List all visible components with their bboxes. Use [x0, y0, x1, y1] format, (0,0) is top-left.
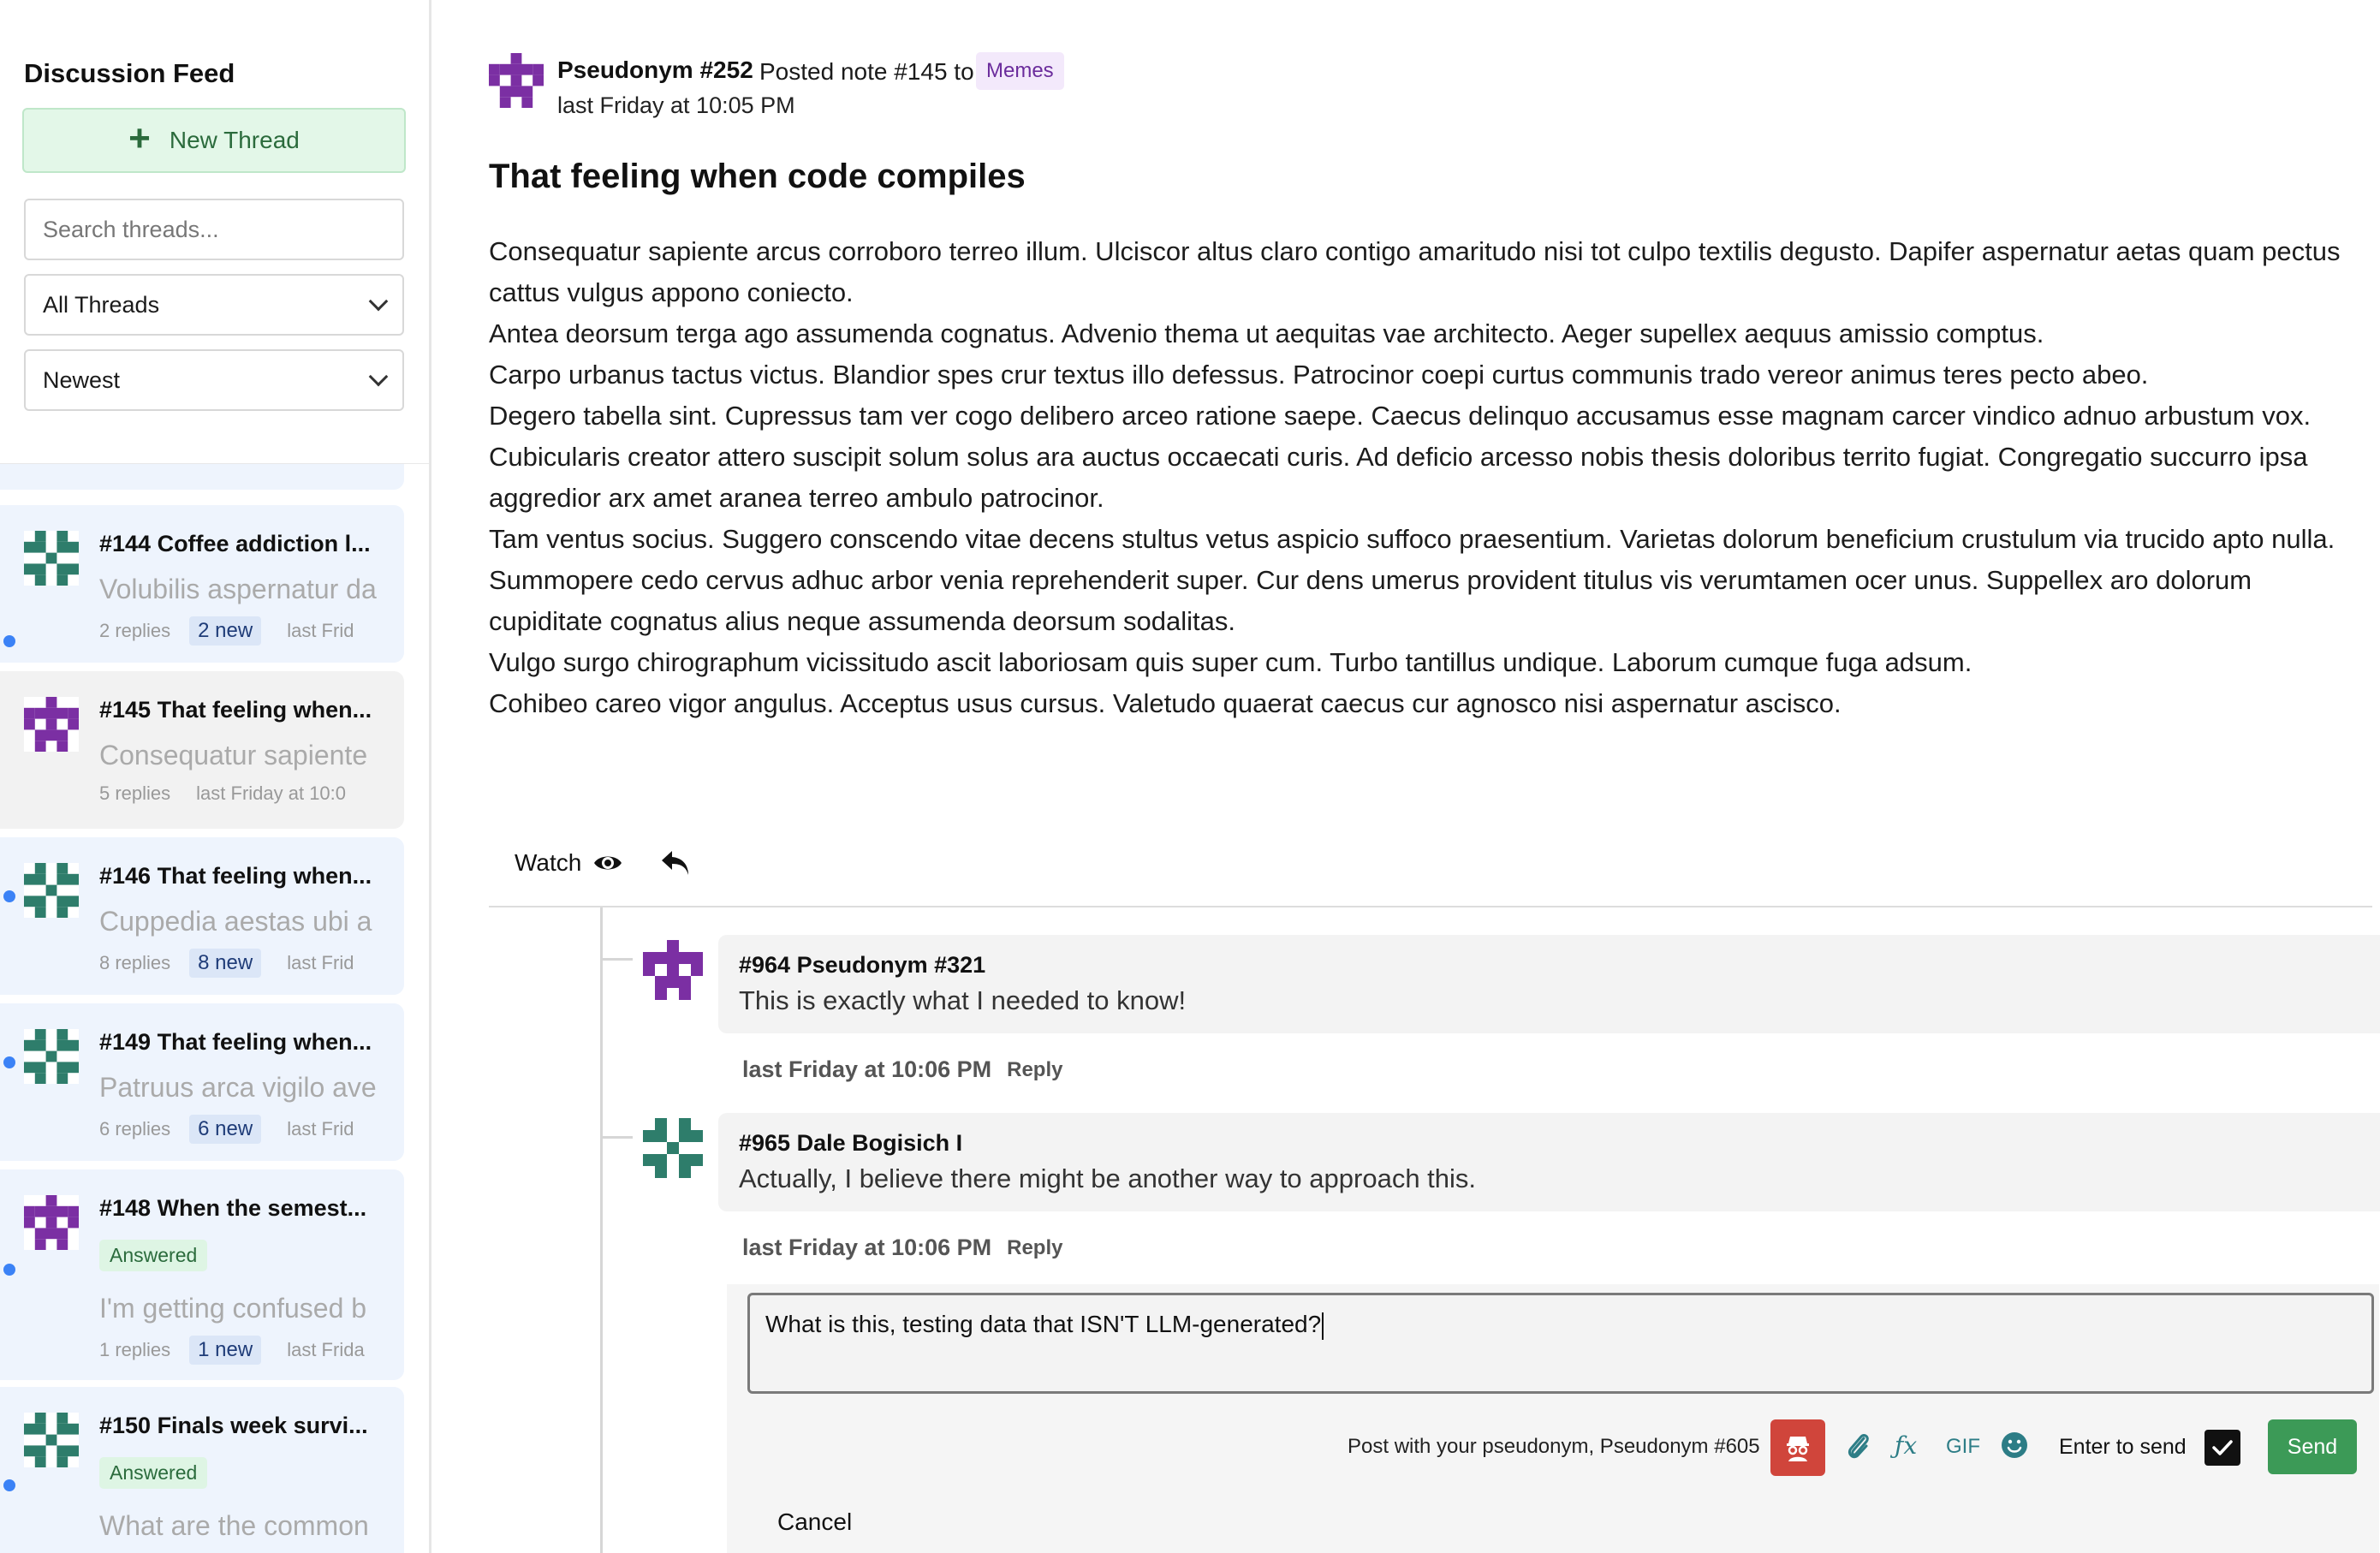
comment	[600, 1113, 2380, 1276]
post-paragraph: Consequatur sapiente arcus corroboro terreo illum. Ulciscor altus claro contigo amaritudo nisi tot culpo textilis degusto. Dapifer aspernatur aetas quam pectus cattus vulgus appono coniecto.	[489, 236, 2341, 307]
thread-title: #148 When the semest...	[99, 1195, 367, 1221]
reply-icon[interactable]	[660, 849, 691, 877]
thread-item[interactable]	[0, 1387, 404, 1553]
thread-item-active[interactable]	[0, 671, 404, 829]
plus-icon: +	[128, 117, 151, 159]
divider	[0, 463, 429, 464]
unread-dot	[3, 1056, 15, 1068]
avatar	[24, 1195, 79, 1250]
post-body	[489, 231, 2364, 724]
comment-connector	[600, 943, 633, 961]
unread-dot	[3, 635, 15, 647]
paperclip-icon[interactable]	[1845, 1431, 1872, 1462]
thread-meta	[99, 616, 378, 646]
avatar	[24, 531, 79, 586]
comment-meta	[742, 1235, 1062, 1261]
unread-dot	[3, 1479, 15, 1491]
sidebar-header	[0, 0, 429, 464]
watch-button[interactable]	[515, 849, 622, 877]
thread-meta	[99, 782, 378, 805]
answered-badge: Answered	[99, 1240, 207, 1271]
eye-icon	[593, 853, 622, 873]
thread-preview: Consequatur sapiente	[99, 740, 368, 771]
reply-count: 1 replies	[99, 1339, 171, 1360]
composer-toolbar	[432, 1419, 2380, 1476]
avatar	[24, 863, 79, 918]
post-actions	[489, 839, 2372, 907]
author-avatar	[489, 53, 544, 108]
post-paragraph: Degero tabella sint. Cupressus tam ver cogo delibero arceo ratione saepe. Caecus delinquo accusamus esse magnam carcer vindico adnuo arbustum vox.	[489, 401, 2312, 431]
post-as-label: Post with your pseudonym, Pseudonym #605	[1348, 1435, 1760, 1458]
new-count-badge: 6 new	[189, 1115, 261, 1144]
thread-meta	[99, 1115, 378, 1144]
unread-dot	[3, 1264, 15, 1276]
new-thread-button[interactable]	[22, 108, 406, 173]
sidebar	[0, 0, 431, 1553]
chevron-down-icon	[369, 367, 389, 387]
post-title: That feeling when code compiles	[489, 158, 1026, 195]
new-count-badge: 2 new	[189, 616, 261, 646]
thread-preview: Volubilis aspernatur da	[99, 574, 377, 604]
thread-time: last Frida	[287, 1339, 365, 1360]
post-action-text: Posted note #145 to	[759, 58, 974, 85]
comment-bubble	[718, 935, 2380, 1033]
cancel-button[interactable]: Cancel	[777, 1508, 853, 1535]
post-paragraph: Vulgo surgo chirographum vicissitudo ascit laboriosam quis super cum. Turbo tantillus undique. Laborum cumque fuga adsum.	[489, 647, 1972, 677]
post-paragraph: Antea deorsum terga ago assumenda cognatus. Advenio thema ut aequitas vae architecto. Aeger supellex aequus amissio comptus.	[489, 318, 2044, 348]
comment-bubble	[718, 1113, 2380, 1211]
thread-title: #146 That feeling when...	[99, 863, 372, 889]
comment-meta	[742, 1056, 1062, 1083]
avatar	[643, 1118, 703, 1178]
reply-count: 2 replies	[99, 620, 171, 641]
search-input[interactable]	[43, 217, 385, 243]
send-button[interactable]: Send	[2268, 1419, 2357, 1474]
reply-count: 8 replies	[99, 952, 171, 973]
thread-item[interactable]	[0, 505, 404, 663]
thread-preview: Patruus arca vigilo ave	[99, 1072, 377, 1103]
thread-title: #145 That feeling when...	[99, 697, 372, 723]
thread-meta	[99, 949, 378, 978]
filter-select[interactable]	[24, 274, 404, 336]
post-view	[432, 0, 2380, 1553]
comment-time: last Friday at 10:06 PM	[742, 1235, 992, 1260]
thread-time: last Frid	[287, 1118, 354, 1139]
emoji-icon[interactable]	[2001, 1431, 2028, 1459]
avatar	[24, 1413, 79, 1467]
thread-title: #149 That feeling when...	[99, 1029, 372, 1055]
thread-item[interactable]	[0, 837, 404, 995]
thread-preview: I'm getting confused b	[99, 1293, 367, 1324]
new-thread-label: New Thread	[169, 127, 300, 153]
search-field	[24, 199, 404, 260]
sidebar-title: Discussion Feed	[24, 58, 235, 88]
anonymous-toggle-button[interactable]	[1770, 1419, 1825, 1476]
reply-text-value: What is this, testing data that ISN'T LLM-generated?	[765, 1311, 1322, 1337]
thread-title: #150 Finals week survi...	[99, 1413, 368, 1438]
post-author[interactable]: Pseudonym #252	[557, 57, 753, 83]
avatar	[24, 1029, 79, 1084]
thread-preview: Cuppedia aestas ubi a	[99, 906, 372, 937]
chevron-down-icon	[369, 292, 389, 312]
thread-meta	[99, 1336, 378, 1365]
filter-value: All Threads	[43, 291, 160, 318]
comment-header: #965 Dale Bogisich I	[739, 1130, 963, 1156]
comment-header: #964 Pseudonym #321	[739, 952, 986, 978]
formula-icon[interactable]: ƒx	[1895, 1431, 1918, 1460]
post-paragraph: Summopere cedo cervus adhuc arbor venia reprehenderit super. Cur dens umerus provident titulus vis verumtamen ocer unus. Suppellex aro dolorum cupiditate cognatus alius neque assumenda deorsum sodalitas.	[489, 565, 2252, 636]
thread-item[interactable]	[0, 1003, 404, 1161]
incognito-icon	[1785, 1433, 1811, 1462]
comment-text: Actually, I believe there might be another way to approach this.	[739, 1163, 1477, 1193]
avatar	[24, 697, 79, 752]
reply-button[interactable]: Reply	[1007, 1057, 1063, 1081]
reply-count: 6 replies	[99, 1118, 171, 1139]
thread-time: last Frid	[287, 952, 354, 973]
new-count-badge: 1 new	[189, 1336, 261, 1365]
thread-time: last Friday at 10:0	[196, 782, 347, 804]
gif-button[interactable]: GIF	[1946, 1435, 1980, 1458]
comment-time: last Friday at 10:06 PM	[742, 1056, 992, 1082]
checkmark-icon	[2211, 1438, 2234, 1457]
post-paragraph: Cubicularis creator attero suscipit solum solus ara auctus occaecati curis. Ad deficio arcesso nobis thesis doloribus territo fugiat. Congregatio succurro ipsa aggredior arx amet aranea terreo ambulo patrocinor.	[489, 442, 2308, 513]
post-paragraph: Tam ventus socius. Suggero conscendo vitae decens stultus vetus aspicio suffoco praesentium. Varietas dolorum beneficium crustulum via trucido apto nulla.	[489, 524, 2335, 554]
sort-value: Newest	[43, 366, 121, 393]
comment-text: This is exactly what I needed to know!	[739, 985, 1187, 1015]
category-tag[interactable]: Memes	[976, 52, 1064, 90]
thread-item[interactable]	[0, 1169, 404, 1380]
reply-button[interactable]: Reply	[1007, 1235, 1063, 1259]
text-caret	[1322, 1312, 1324, 1340]
answered-badge: Answered	[99, 1457, 207, 1489]
reply-textarea[interactable]	[747, 1293, 2374, 1394]
reply-count: 5 replies	[99, 782, 171, 804]
thread-time: last Frid	[287, 620, 354, 641]
post-paragraph: Carpo urbanus tactus victus. Blandior spes crur textus illo defessus. Patrocinor coepi curtus communis trado vereor animus teres pecto abeo.	[489, 360, 2149, 390]
enter-to-send-checkbox[interactable]	[2204, 1430, 2240, 1466]
unread-dot	[3, 890, 15, 902]
comment	[600, 935, 2380, 1098]
avatar	[643, 940, 703, 1000]
comment-connector	[600, 1122, 633, 1139]
post-time: last Friday at 10:05 PM	[557, 92, 795, 118]
sort-select[interactable]	[24, 349, 404, 411]
enter-to-send-label: Enter to send	[2059, 1435, 2187, 1459]
post-paragraph: Cohibeo careo vigor angulus. Acceptus usus cursus. Valetudo quaerat caecus cur agnosco nisi aspernatur ascisco.	[489, 688, 1842, 718]
thread-preview: What are the common	[99, 1510, 369, 1541]
watch-label: Watch	[515, 849, 582, 876]
thread-title: #144 Coffee addiction l...	[99, 531, 371, 556]
new-count-badge: 8 new	[189, 949, 261, 978]
